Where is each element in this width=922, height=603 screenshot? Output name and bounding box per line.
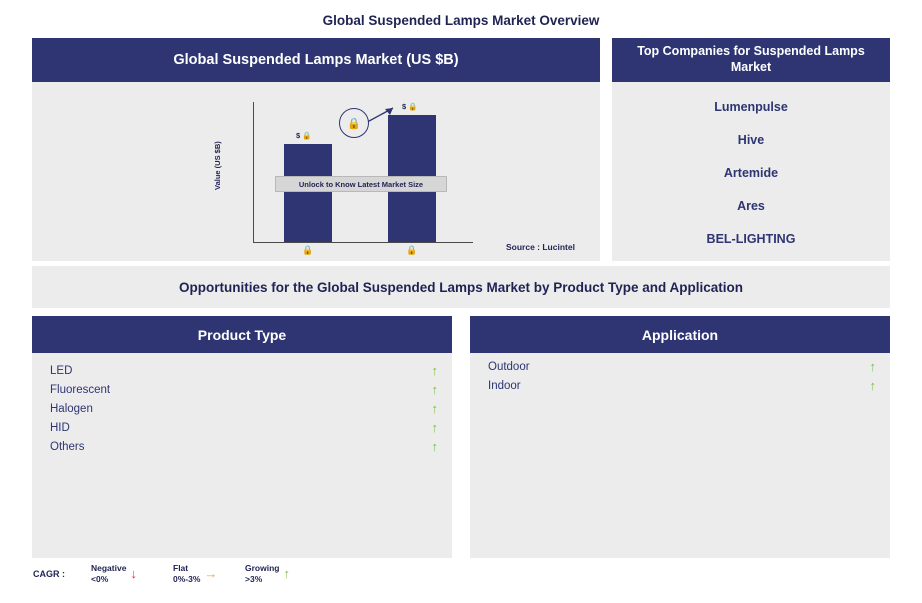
application-label: Outdoor xyxy=(488,360,530,373)
opportunities-banner: Opportunities for the Global Suspended Lamps Market by Product Type and Application xyxy=(32,266,890,308)
list-item: Ares xyxy=(737,199,765,213)
application-list xyxy=(470,353,890,558)
trend-up-icon: ↑ xyxy=(431,382,438,397)
source-note: Source : Lucintel xyxy=(506,242,575,252)
list-item xyxy=(470,357,890,376)
trend-flat-icon: → xyxy=(204,566,218,582)
page-title: Global Suspended Lamps Market Overview xyxy=(322,13,600,28)
legend-name: Flat xyxy=(173,563,189,573)
x-axis-line xyxy=(253,242,473,243)
legend-item-negative xyxy=(91,563,137,584)
top-companies-list xyxy=(612,82,890,261)
application-header: Application xyxy=(470,316,890,353)
product-type-list xyxy=(32,353,452,558)
bar-value-label-2: $ 🔒 xyxy=(402,102,418,111)
trend-up-icon: ↑ xyxy=(283,566,290,582)
cagr-legend-title: CAGR : xyxy=(33,569,65,579)
lock-icon-x1: 🔒 xyxy=(302,245,314,255)
list-item xyxy=(470,376,890,395)
list-item xyxy=(32,399,452,418)
unlock-banner[interactable]: Unlock to Know Latest Market Size xyxy=(275,176,447,192)
legend-range: >3% xyxy=(245,573,263,584)
market-bar-chart xyxy=(32,82,600,261)
list-item xyxy=(32,361,452,380)
product-type-label: HID xyxy=(50,421,70,434)
list-item xyxy=(32,380,452,399)
lock-bubble-icon: 🔒 xyxy=(339,108,369,138)
product-type-label: Halogen xyxy=(50,402,93,415)
legend-range: 0%-3% xyxy=(173,573,201,584)
application-label: Indoor xyxy=(488,379,521,392)
list-item: Artemide xyxy=(723,166,779,180)
list-item xyxy=(32,437,452,456)
trend-up-icon: ↑ xyxy=(431,420,438,435)
list-item: Lumenpulse xyxy=(714,100,788,114)
legend-item-flat xyxy=(173,563,217,584)
trend-up-icon: ↑ xyxy=(869,378,876,393)
market-panel-header: Global Suspended Lamps Market (US $B) xyxy=(32,38,600,82)
legend-range: <0% xyxy=(91,573,109,584)
top-companies-header: Top Companies for Suspended Lamps Market xyxy=(612,38,890,82)
bar-series-1 xyxy=(284,144,332,242)
trend-up-icon: ↑ xyxy=(869,359,876,374)
trend-up-icon: ↑ xyxy=(431,363,438,378)
cagr-legend xyxy=(33,563,333,593)
lock-icon-x2: 🔒 xyxy=(406,245,418,255)
legend-item-growing xyxy=(245,563,290,584)
y-axis-line xyxy=(253,102,254,242)
legend-name: Growing xyxy=(245,563,280,573)
list-item: Hive xyxy=(737,133,765,147)
trend-down-icon: ↓ xyxy=(130,566,137,582)
trend-up-icon: ↑ xyxy=(431,439,438,454)
list-item xyxy=(32,418,452,437)
bar-value-label-1: $ 🔒 xyxy=(296,131,312,140)
product-type-label: LED xyxy=(50,364,73,377)
y-axis-label: Value (US $B) xyxy=(213,141,222,190)
product-type-header: Product Type xyxy=(32,316,452,353)
list-item: BEL-LIGHTING xyxy=(706,232,796,246)
product-type-label: Others xyxy=(50,440,85,453)
product-type-label: Fluorescent xyxy=(50,383,111,396)
trend-up-icon: ↑ xyxy=(431,401,438,416)
legend-name: Negative xyxy=(91,563,127,573)
